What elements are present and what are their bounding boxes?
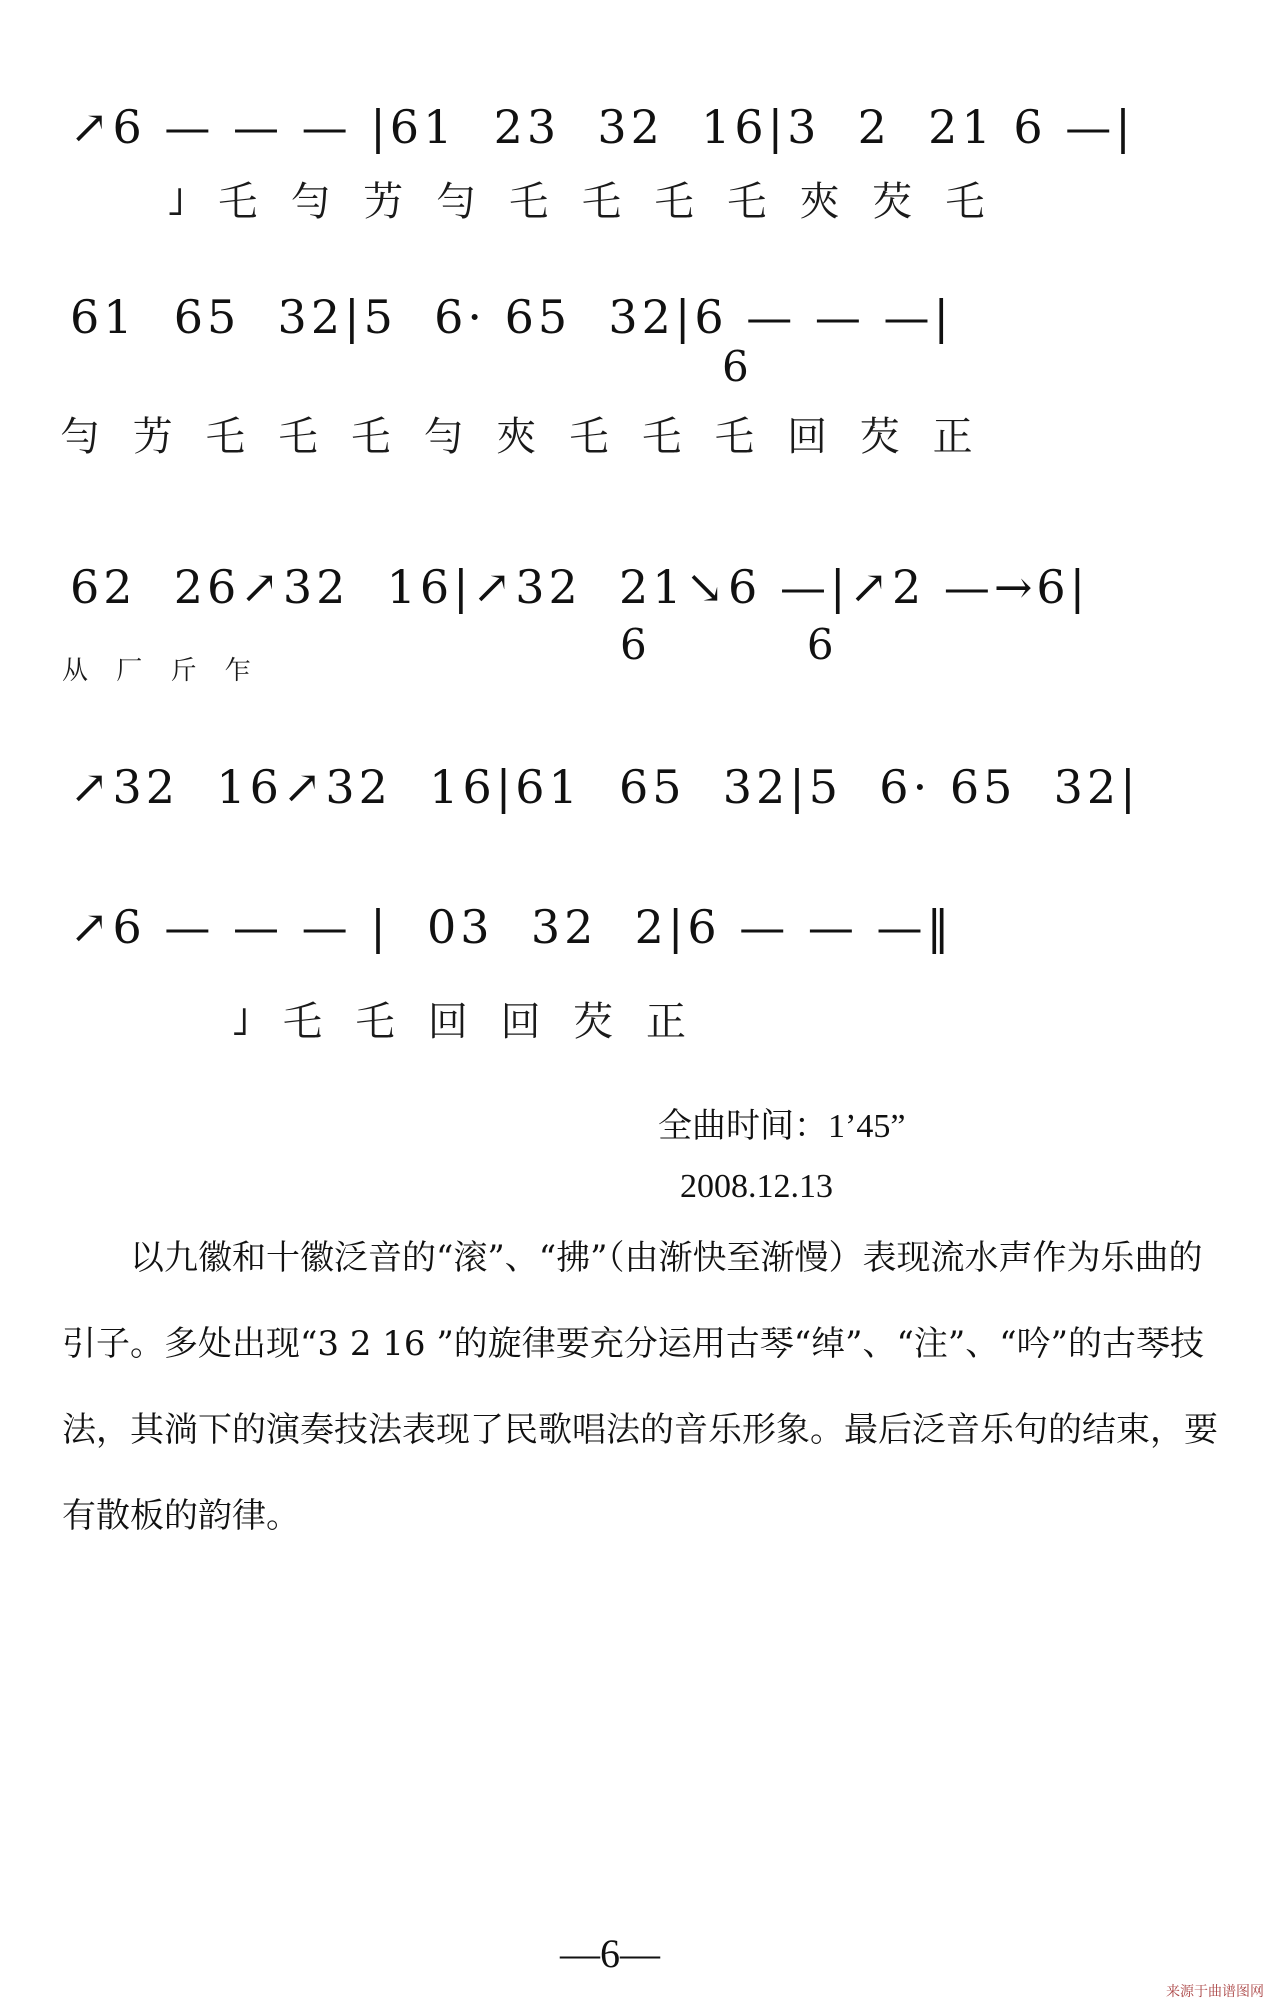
jianzi-tablature: ˩ 乇 乇 回 回 芡 正	[230, 999, 697, 1045]
jianzi-tablature: 勻 艻 乇 乇 乇 勻 夾 乇 乇 乇 回 芡 正	[60, 414, 983, 460]
duration-text: 全曲时间：1’45”	[658, 1108, 906, 1145]
score-line-4	[0, 720, 1284, 830]
score-line-2	[0, 250, 1284, 391]
score-line-5	[0, 860, 1284, 970]
sub-note: 6	[722, 342, 749, 391]
description-paragraph: 以九徽和十徽泛音的“滚”、“拂”（由渐快至渐慢）表现流水声作为乐曲的引子。多处出现“3 2 16 ”的旋律要充分运用古琴“绰”、“注”、“吟”的古琴技法，其淌下的演奏技法表现了民歌唱法的音乐形象。最后泛音乐句的结束，要有散板的韵律。	[62, 1238, 1218, 1536]
sub-note: 6 6	[620, 620, 834, 669]
score-line-1	[0, 60, 1284, 170]
jianpu-notes: ↗6 — — — | 03 32 2|6 — — —‖	[70, 900, 954, 954]
jianzi-tablature: ˩ 乇 勻 艻 勻 乇 乇 乇 乇 夾 芡 乇	[120, 179, 996, 225]
page-number: —6—	[560, 1931, 660, 1976]
date-text: 2008.12.13	[680, 1168, 833, 1205]
jianpu-notes: ↗6 — — — |61 23 32 16|3 2 21 6 —|	[70, 100, 1135, 154]
watermark: 来源于曲谱图网	[1166, 1984, 1264, 2000]
jianpu-notes: 61 65 32|5 6· 65 32|6 — — —|	[70, 290, 954, 344]
score-line-3	[0, 520, 1284, 669]
jianpu-notes: ↗32 16↗32 16|61 65 32|5 6· 65 32|	[70, 760, 1140, 814]
jianzi-tablature: 从 厂 斤 乍	[62, 656, 261, 686]
jianpu-notes: 62 26↗32 16|↗32 21↘6 —|↗2 —→6|	[70, 560, 1090, 614]
